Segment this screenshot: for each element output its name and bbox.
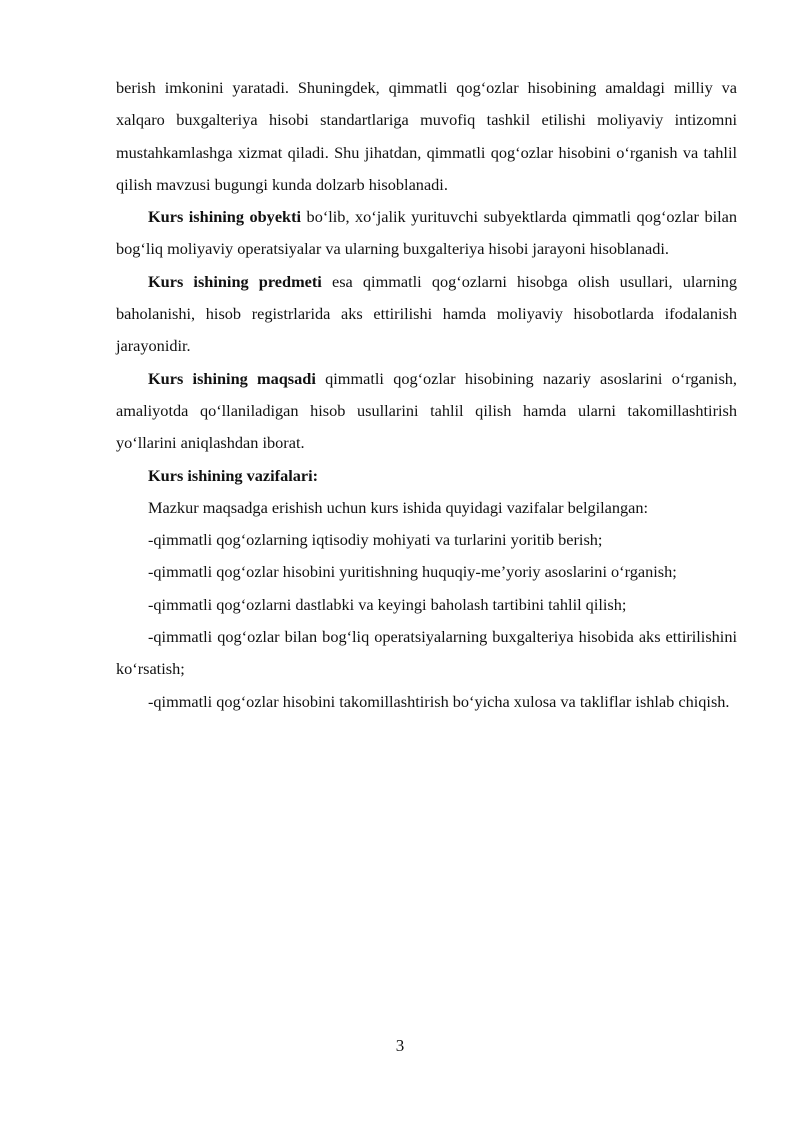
- task-item: [116, 686, 737, 718]
- paragraph-text: bo‘lib, xo‘jalik yurituvchi subyektlarda qimmatli qog‘ozlar bilan bog‘liq moliyaviy operatsiyalar va ularning buxgalteriya hisobi jarayoni hisoblanadi.: [116, 207, 737, 259]
- task-item: [116, 556, 737, 588]
- paragraph-text: qimmatli qog‘ozlar hisobining nazariy asoslarini o‘rganish, amaliyotda qo‘llaniladigan hisob usullarini tahlil qilish hamda ularni takomillashtirish yo‘llarini aniqlashdan iborat.: [116, 368, 737, 453]
- task-text: -qimmatli qog‘ozlarning iqtisodiy mohiyati va turlarini yoritib berish;: [148, 530, 603, 550]
- task-text: -qimmatli qog‘ozlarni dastlabki va keyingi baholash tartibini tahlil qilish;: [148, 594, 627, 614]
- task-item: [116, 589, 737, 621]
- paragraph-tasks-intro: [116, 492, 737, 524]
- paragraph-object: [116, 201, 737, 266]
- section-heading: Kurs ishining vazifalari:: [148, 465, 319, 485]
- paragraph-goal: [116, 363, 737, 460]
- body-text: [116, 72, 737, 718]
- paragraph-subject: [116, 266, 737, 363]
- paragraph-lead: Kurs ishining obyekti: [148, 207, 302, 227]
- task-text: -qimmatli qog‘ozlar hisobini takomillashtirish bo‘yicha xulosa va takliflar ishlab chiqish.: [148, 691, 730, 711]
- paragraph-intro-continuation: [116, 72, 737, 201]
- paragraph-text: Mazkur maqsadga erishish uchun kurs ishida quyidagi vazifalar belgilangan:: [148, 497, 649, 517]
- task-item: [116, 621, 737, 686]
- task-item: [116, 524, 737, 556]
- paragraph-text: esa qimmatli qog‘ozlarni hisobga olish usullari, ularning baholanishi, hisob registrlarida aks ettirilishi hamda moliyaviy hisobotlarda ifodalanish jarayonidir.: [116, 271, 738, 356]
- page-number: 3: [395, 1036, 405, 1055]
- paragraph-tasks-heading: [116, 460, 737, 492]
- paragraph-text: berish imkonini yaratadi. Shuningdek, qimmatli qog‘ozlar hisobining amaldagi milliy va xalqaro buxgalteriya hisobi standartlariga muvofiq tashkil etilishi moliyaviy intizomni mustahkamlashga xizmat qiladi. Shu jihatdan, qimmatli qog‘ozlar hisobini o‘rganish va tahlil qilish mavzusi bugungi kunda dolzarb hisoblanadi.: [116, 78, 737, 194]
- paragraph-lead: Kurs ishining maqsadi: [148, 368, 316, 388]
- task-text: -qimmatli qog‘ozlar bilan bog‘liq operatsiyalarning buxgalteriya hisobida aks ettirilishini ko‘rsatish;: [116, 627, 737, 679]
- paragraph-lead: Kurs ishining predmeti: [148, 271, 322, 291]
- task-text: -qimmatli qog‘ozlar hisobini yuritishning huquqiy-me’yoriy asoslarini o‘rganish;: [148, 562, 677, 582]
